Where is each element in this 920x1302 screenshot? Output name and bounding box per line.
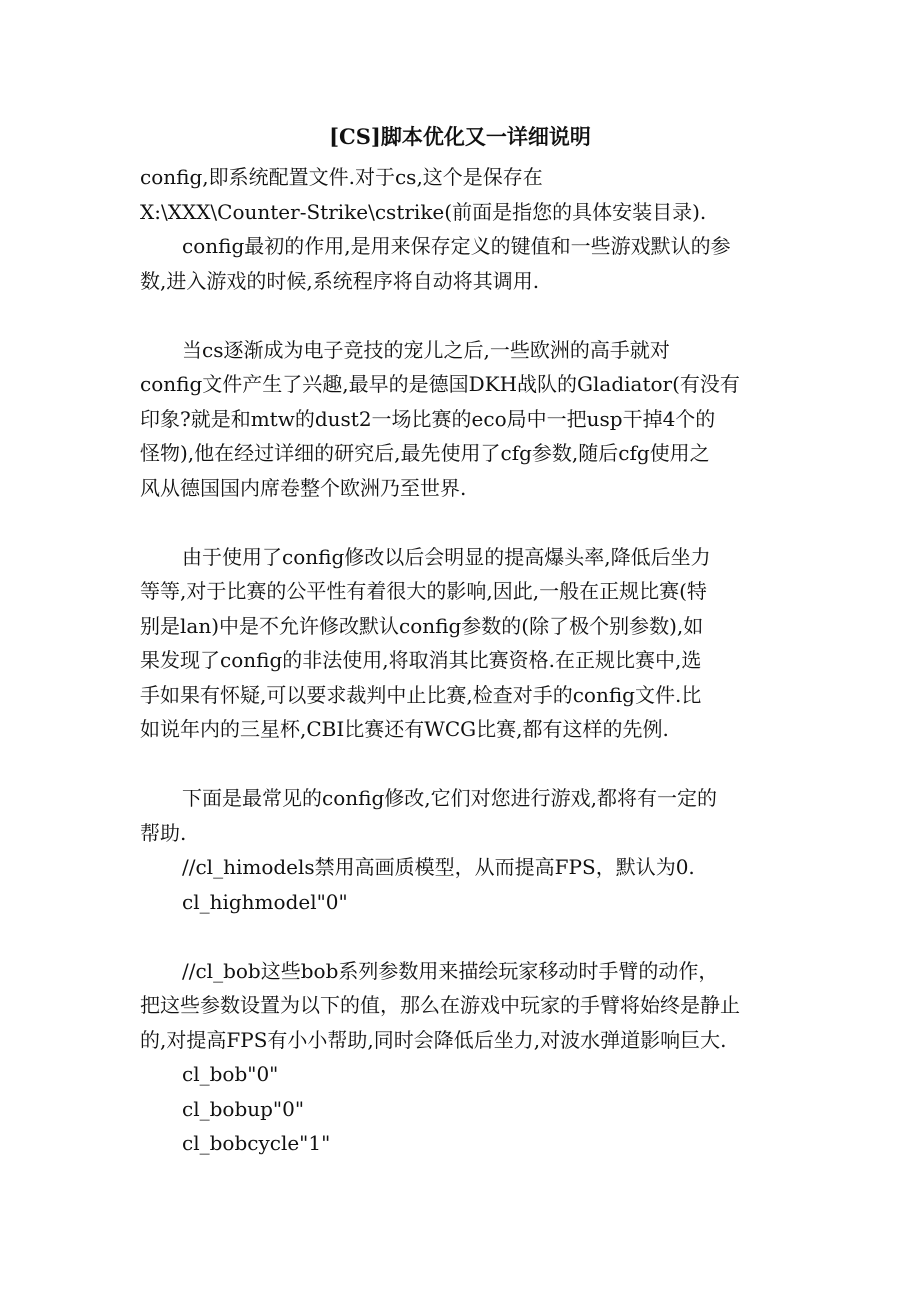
text-line: config文件产生了兴趣,最早的是德国DKH战队的Gladiator(有没有 [140,372,740,396]
code-line: cl_highmodel"0" [182,889,348,914]
text-line: 把这些参数设置为以下的值，那么在游戏中玩家的手臂将始终是静止 [140,993,740,1017]
text-line: 的,对提高FPS有小小帮助,同时会降低后坐力,对波水弹道影响巨大. [140,1027,727,1052]
blank-line [140,505,790,540]
text-line: config,即系统配置文件.对于cs,这个是保存在 [140,165,543,189]
blank-line [140,747,790,782]
paragraph-start-line: 下面是最常见的config修改,它们对您进行游戏,都将有一定的 [182,786,717,810]
paragraph-start-line: 当cs逐渐成为电子竞技的宠儿之后,一些欧洲的高手就对 [182,337,670,362]
text-line: 别是lan)中是不允许修改默认config参数的(除了极个别参数),如 [140,613,704,638]
text-line: 怪物),他在经过详细的研究后,最先使用了cfg参数,随后cfg使用之 [140,441,710,465]
code-comment-line: //cl_bob这些bob系列参数用来描绘玩家移动时手臂的动作， [182,958,719,983]
code-line: cl_bob"0" [182,1062,279,1086]
blank-line [140,298,790,333]
code-line: cl_bobcycle"1" [182,1131,331,1155]
text-line: 帮助. [140,820,187,845]
paragraph-start-line: 由于使用了config修改以后会明显的提高爆头率,降低后坐力 [182,544,711,569]
text-line: 如说年内的三星杯,CBI比赛还有WCG比赛,都有这样的先例. [140,717,669,741]
text-line: 手如果有怀疑,可以要求裁判中止比赛,检查对手的config文件.比 [140,682,702,707]
text-line: 等等,对于比赛的公平性有着很大的影响,因此,一般在正规比赛(特 [140,579,707,603]
paragraph-start-line: config最初的作用,是用来保存定义的键值和一些游戏默认的参 [182,234,731,258]
document-title: [CS]脚本优化又一详细说明 [329,124,591,149]
code-line: cl_bobup"0" [182,1096,305,1121]
text-line: 风从德国国内席卷整个欧洲乃至世界. [140,475,467,500]
text-line: X:\XXX\Counter-Strike\cstrike(前面是指您的具体安装目录). [140,199,707,224]
code-comment-line: //cl_himodels禁用高画质模型，从而提高FPS，默认为0. [182,855,695,879]
text-line: 印象?就是和mtw的dust2一场比赛的eco局中一把usp干掉4个的 [140,406,716,431]
text-line: 数,进入游戏的时候,系统程序将自动将其调用. [140,268,540,293]
text-line: 果发现了config的非法使用,将取消其比赛资格.在正规比赛中,选 [140,648,702,672]
document-body [140,160,790,1161]
blank-line [140,919,790,954]
